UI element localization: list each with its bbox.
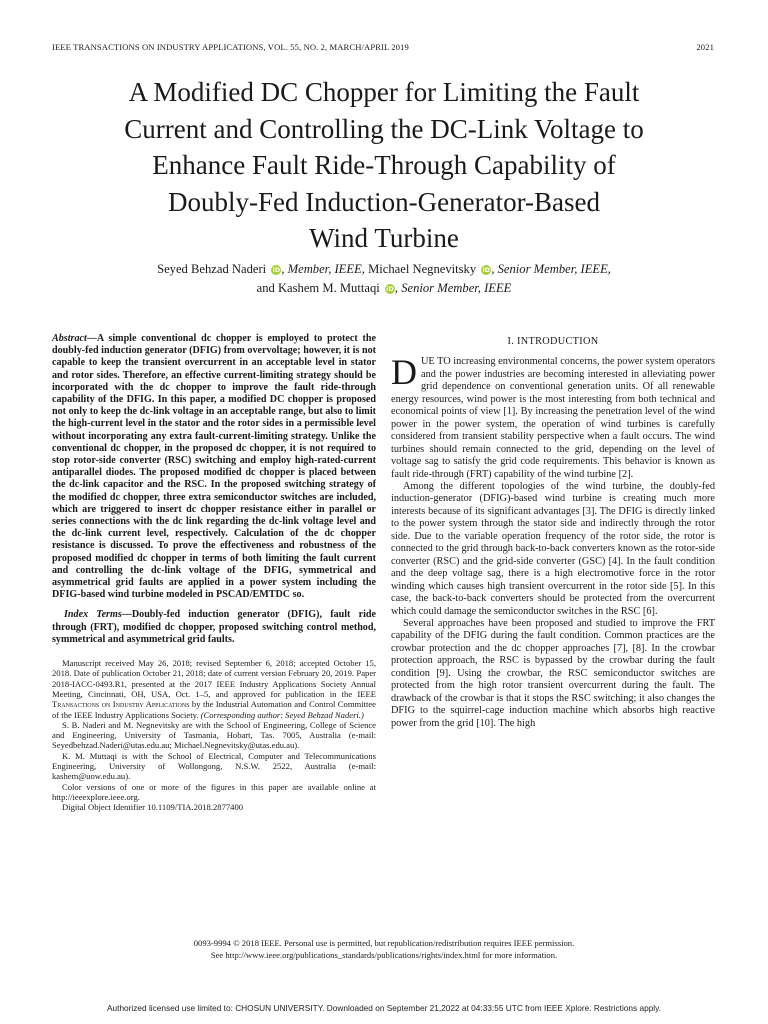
title-line: Doubly-Fed Induction-Generator-Based (167, 186, 601, 217)
title-line: Current and Controlling the DC-Link Voltage to (124, 113, 644, 144)
footnote-affiliation: S. B. Naderi and M. Negnevitsky are with the School of Engineering, College of Science and Engineering, University of Tasmania, Hobart, Tas. 7005, Australia (e-mail: Seyedbehzad.Naderi@utas.edu.au; Michael.Negnevitsky@utas.edu.au). (52, 719, 376, 751)
footnote-doi: Digital Object Identifier 10.1109/TIA.2018.2877400 (62, 802, 244, 813)
journal-smallcaps: Transactions on Industry Applications (52, 699, 190, 710)
abstract-text: —A simple conventional dc chopper is employed to protect the doubly-fed induction generator (DFIG) from overvoltage; however, it is not capable to keep the transient overcurrent in an acceptable level in stator and rotor sides. Therefore, an effective current-limiting strategy should be incorporated with the dc chopper to improve the fault ride-through capability of the DFIG. In this paper, a modified DC chopper is proposed not only to keep the dc-link voltage in an acceptable range, but also to limit the high-current level in the stator and the rotor sides in a permissible level without incorporating any extra fault-current-limiting strategy. Unlike the conventional dc chopper, in the proposed dc chopper, it is not required to stop rotor-side converter (RSC) switching and employ high-rated-current antiparallel diodes. The proposed modified dc chopper is placed between the dc-link capacitor and the RSC. In the proposed switching strategy of the modified dc chopper, three extra semiconductor switches are included, which are triggered to insert dc chopper resistance either in parallel or series connections with the dc link regarding the dc-link voltage level and the dc-link current level, respectively. Calculation of the dc chopper resistance is discussed. To prove the effectiveness and robustness of the proposed modified dc chopper in terms of both limiting the fault current and controlling the dc-link voltage of the DFIG, symmetrical and asymmetrical grid faults are applied in a power system including the DFIG-based wind turbine modeled in PSCAD/EMTDC so. (52, 333, 376, 601)
drop-cap: D (391, 352, 417, 393)
index-terms-text: —Doubly-fed induction generator (DFIG), fault ride through (FRT), modified dc chopper, proposed switching control method, symmetrical and asymmetrical grid faults. (52, 609, 376, 645)
section-heading (391, 336, 715, 348)
index-terms-label: Index Terms (64, 609, 122, 621)
copyright-line: See http://www.ieee.org/publications_standards/publications/rights/index.html for more information. (210, 949, 558, 960)
orcid-icon[interactable]: iD (386, 284, 394, 293)
section-numeral: I. (507, 336, 515, 347)
abstract (52, 333, 376, 601)
journal-name: IEEE TRANSACTIONS ON INDUSTRY APPLICATIONS, VOL. 55, NO. 2, MARCH/APRIL 2019 (52, 42, 409, 52)
title-line: Wind Turbine (309, 223, 459, 253)
download-notice: Authorized licensed use limited to: CHOSUN UNIVERSITY. Downloaded on September 21,2022 at 04:33:55 UTC from IEEE Xplore. Restrictions apply. (106, 1003, 661, 1013)
author-name: Michael Negnevitsky (368, 262, 477, 276)
index-terms (52, 609, 376, 646)
running-head (52, 42, 714, 54)
left-column (52, 333, 376, 813)
author-name: Kashem M. Muttaqi (277, 280, 380, 295)
footnote-affiliation: K. M. Muttaqi is with the School of Electrical, Computer and Telecommunications Engineering, University of Wollongong, N.S.W. 2522, Australia (e-mail: kashem@uow.edu.au). (52, 750, 376, 782)
footnotes (52, 658, 376, 812)
copyright-line: 0093-9994 © 2018 IEEE. Personal use is permitted, but republication/redistribution requires IEEE permission. (193, 938, 575, 948)
body-paragraph: Several approaches have been proposed and studied to improve the FRT capability of the DFIG during the fault condition. Common practices are the crowbar protection and the dc chopper approaches [7], [8]. In the crowbar protection approach, the RSC is bypassed by the crowbar during the fault condition [9]. Using the crowbar, the RSC semiconductor switches are protected from the high rotor transient overcurrent during the fault. The drawback of the crowbar is that it stops the RSC switching; it also changes the DFIG to the squirrel-cage induction machine which absorbs high reactive power from the grid [10]. The high (391, 617, 715, 729)
section-title: INTRODUCTION (517, 336, 599, 347)
author-role: Member, IEEE, (287, 262, 365, 276)
right-column (391, 336, 715, 730)
author-role: Senior Member, IEEE (401, 280, 512, 295)
abstract-label: Abstract (52, 333, 87, 344)
orcid-icon[interactable]: iD (482, 266, 491, 274)
footnote-color: Color versions of one or more of the figures in this paper are available online at http://ieeexplore.ieee.org. (52, 781, 376, 802)
author-conjunction: and (256, 280, 275, 295)
body-paragraph: Among the different topologies of the wind turbine, the doubly-fed induction-generator (DFIG)-based wind turbine is creating much more interests because of its significant advantages [3]. The DFIG is directly linked to the power system through the stator side and indirectly through the rotor side. Due to the variable operation frequency of the rotor side, the rotor is connected to the grid through back-to-back converters known as the rotor-side converter (RSC) and the grid-side converter (GSC) [4]. In the fault condition and the deep voltage sag, there is a high electromotive force in the rotor winding which causes high transient overcurrent in the rotor side [5]. In this case, the back-to-back converters should be protected from the overcurrent which could damage the semiconductor switches in the RSC [6]. (391, 480, 715, 617)
orcid-icon[interactable]: iD (272, 266, 281, 274)
author-name: Seyed Behzad Naderi (157, 262, 267, 276)
corresponding-author: (Corresponding author: Seyed Behzad Naderi.) (200, 709, 364, 720)
author-role: Senior Member, IEEE, (497, 262, 611, 276)
author-list (52, 260, 716, 297)
footnote-manuscript: Manuscript received May 26, 2018; revised September 6, 2018; accepted October 15, 2018. Date of publication October 21, 2018; date of current version February 20, 2019. Paper 2018-IACC-0493.R1, presented at the 2017 IEEE Industry Applications Society Annual Meeting, Cincinnati, OH, USA, Oct. 1–5, and approved for publication in the IEEE Transactions on Industry Applications by the Industrial Automation and Control Committee of the IEEE Industry Applications Society. (Corresponding author: Seyed Behzad Naderi.) (52, 658, 376, 720)
copyright-notice (52, 938, 716, 961)
title-line: Enhance Fault Ride-Through Capability of (152, 150, 616, 180)
author-line: and Kashem M. Muttaqi iD, Senior Member, IEEE (256, 280, 512, 295)
paper-title (52, 74, 716, 257)
page-number: 2021 (696, 42, 714, 52)
author-line: Seyed Behzad Naderi iD, Member, IEEE, Michael Negnevitsky iD, Senior Member, IEEE, (157, 262, 611, 276)
title-line: A Modified DC Chopper for Limiting the Fault (128, 77, 640, 107)
body-paragraph: DUE TO increasing environmental concerns, the power system operators and the power industries are becoming interested in alleviating power grid dependence on conventional generation units. Of all renewable energy resources, wind power is the most interesting from both technical and economical points of view [1]. By increasing the penetration level of the wind power in the power system, the operation of wind turbines is carefully considered from transient stability perspective when a fault occurs. The wind turbines should remain connected to the grid, depending on the level of voltage sag to satisfy the grid code requirements. This behavior is known as fault ride-through (FRT) capability of the wind turbine [2]. (391, 352, 715, 480)
